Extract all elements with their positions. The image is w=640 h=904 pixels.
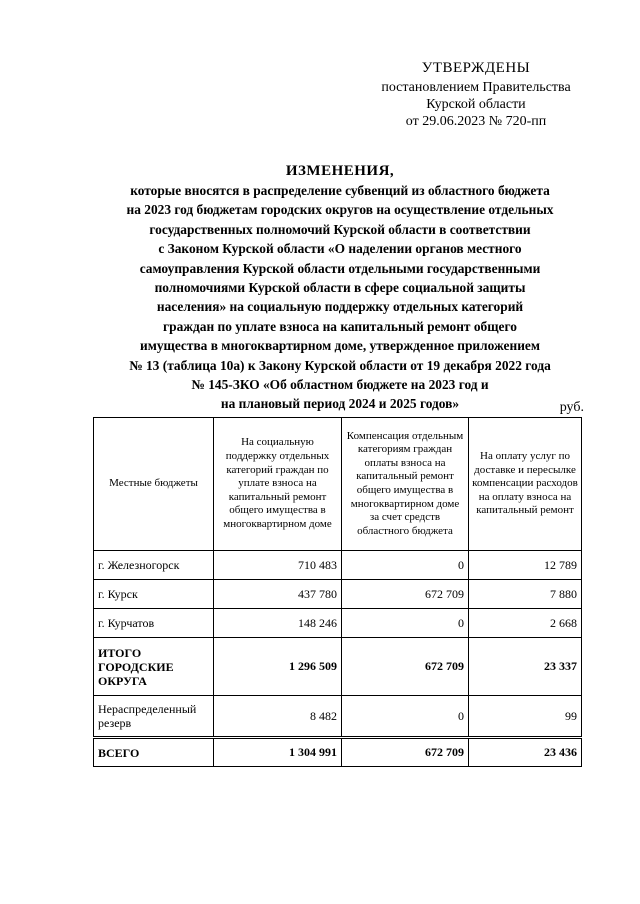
document-title [90,162,590,414]
row-name: ИТОГО ГОРОДСКИЕ ОКРУГА [94,638,214,696]
cell-compensation: 672 709 [342,738,469,767]
cell-social-support: 437 780 [214,580,342,609]
approval-heading: УТВЕРЖДЕНЫ [421,60,531,76]
cell-social-support: 148 246 [214,609,342,638]
approval-block [360,60,592,130]
cell-compensation: 0 [342,696,469,738]
title-line: государственных полномочий Курской области в соответствии [149,221,531,237]
title-line: № 13 (таблица 10а) к Закону Курской области от 19 декабря 2022 года [129,357,551,373]
row-name: ВСЕГО [94,738,214,767]
title-line: с Законом Курской области «О наделении органов местного [158,241,522,257]
subvention-table [93,417,582,767]
cell-social-support: 710 483 [214,551,342,580]
table-row-total [94,738,582,767]
cell-social-support: 1 304 991 [214,738,342,767]
title-line: № 145-ЗКО «Об областном бюджете на 2023 год и [191,377,489,393]
table-row [94,696,582,738]
title-line: которые вносятся в распределение субвенций из областного бюджета [130,183,550,198]
cell-compensation: 672 709 [342,638,469,696]
title-line: самоуправления Курской области отдельными государственными [139,260,541,276]
row-name: г. Курчатов [94,609,214,638]
table-row [94,609,582,638]
header-delivery: На оплату услуг по доставке и пересылке компенсации расходов на оплату взноса на капитальный ремонт [469,418,582,551]
cell-social-support: 1 296 509 [214,638,342,696]
header-compensation: Компенсация отдельным категориям граждан оплаты взноса на капитальный ремонт общего имущества в многоквартирном доме за счет средств областного бюджета [342,418,469,551]
table-row [94,580,582,609]
cell-delivery: 7 880 [469,580,582,609]
cell-social-support: 8 482 [214,696,342,738]
title-line: на плановый период 2024 и 2025 годов» [220,396,460,412]
cell-delivery: 23 436 [469,738,582,767]
table-row-subtotal [94,638,582,696]
row-name: г. Курск [94,580,214,609]
cell-compensation: 0 [342,609,469,638]
header-social-support: На социальную поддержку отдельных категорий граждан по уплате взноса на капитальный ремонт общего имущества в многоквартирном доме [214,418,342,551]
table-row [94,551,582,580]
approval-line: Курской области [426,97,526,112]
cell-compensation: 672 709 [342,580,469,609]
approval-line: постановлением Правительства [381,80,571,95]
cell-delivery: 2 668 [469,609,582,638]
title-line: имущества в многоквартирном доме, утвержденное приложением [139,338,540,354]
cell-delivery: 99 [469,696,582,738]
cell-compensation: 0 [342,551,469,580]
title-line: полномочиями Курской области в сфере социальной защиты [154,280,526,296]
row-name: Нераспределенный резерв [94,696,214,738]
title-line: населения» на социальную поддержку отдельных категорий [156,299,524,315]
table-header-row [94,418,582,551]
cell-delivery: 12 789 [469,551,582,580]
currency-label: руб. [559,400,584,415]
cell-delivery: 23 337 [469,638,582,696]
header-local-budgets: Местные бюджеты [94,418,214,551]
title-line: на 2023 год бюджетам городских округов на осуществление отдельных [126,202,554,218]
approval-line: от 29.06.2023 № 720-пп [405,114,547,129]
title-heading: ИЗМЕНЕНИЯ, [285,163,395,179]
title-line: граждан по уплате взноса на капитальный ремонт общего [163,318,517,334]
row-name: г. Железногорск [94,551,214,580]
